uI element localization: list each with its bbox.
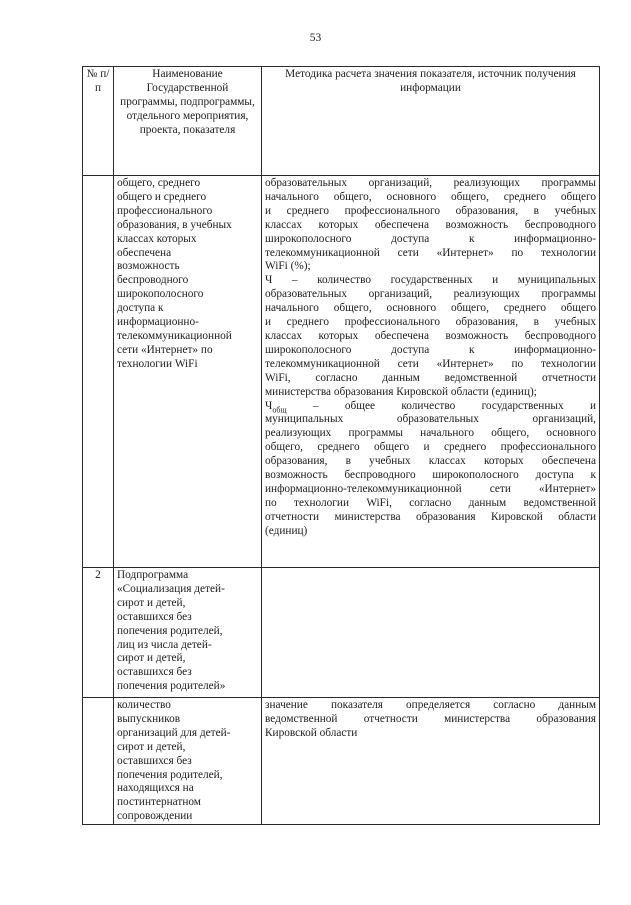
method-line: Кировской области xyxy=(265,726,358,739)
indicator-name-cell xyxy=(114,698,262,825)
method-line: и среднего профессионального образования, в учебных xyxy=(265,316,596,329)
name-line: сирот и детей, xyxy=(117,652,186,665)
name-line: выпускников xyxy=(117,712,181,725)
name-line: информационно- xyxy=(117,316,199,329)
name-line: беспроводного xyxy=(117,274,189,287)
name-line: сирот и детей, xyxy=(117,596,186,609)
table-header-row xyxy=(83,67,600,176)
name-line: сопровождении xyxy=(117,810,193,823)
name-line: попечения родителей, xyxy=(117,768,223,781)
name-line: попечения родителей, xyxy=(117,624,223,637)
method-line: WiFi, согласно данным ведомственной отчетности xyxy=(265,371,596,384)
method-line: классах которых обеспечена возможность беспроводного xyxy=(265,329,596,342)
indicator-name-cell xyxy=(114,176,262,568)
header-method-cell: Методика расчета значения показателя, источник получения информации xyxy=(262,67,600,176)
method-line: широкополосного доступа к информационно- xyxy=(265,232,596,245)
row-num-cell: 2 xyxy=(83,568,114,698)
indicator-table xyxy=(82,66,600,825)
name-line: количество xyxy=(117,699,171,711)
method-line: широкополосного доступа к информационно- xyxy=(265,343,596,356)
row-num-cell xyxy=(83,698,114,825)
formula-text: – общее количество государственных и xyxy=(286,399,596,412)
method-line: телекоммуникационной сети «Интернет» по технологии xyxy=(265,246,596,259)
name-line: «Социализация детей- xyxy=(117,582,225,595)
method-line: начального общего, основного общего, среднего общего xyxy=(265,190,596,203)
name-line: находящихся на xyxy=(117,782,194,795)
name-line: возможность xyxy=(117,260,180,273)
method-line-formula xyxy=(265,400,596,414)
name-line: профессионального xyxy=(117,204,213,217)
method-line: начального общего, основного общего, среднего общего xyxy=(265,302,596,315)
method-line: информационно-телекоммуникационной сети «Интернет» xyxy=(265,482,596,495)
symbol-subscript: общ xyxy=(272,404,287,414)
name-line: постинтернатном xyxy=(117,796,201,809)
name-line: образования, в учебных xyxy=(117,218,232,231)
method-line: реализующих программы начального общего, основного xyxy=(265,427,596,440)
table-row xyxy=(83,698,600,825)
page-number: 53 xyxy=(309,32,322,44)
name-line: лиц из числа детей- xyxy=(117,638,212,651)
name-line: Подпрограмма xyxy=(117,569,189,581)
row-num-cell xyxy=(83,176,114,568)
method-line: образовательных организаций, реализующих программы xyxy=(265,288,596,301)
name-line: общего и среднего xyxy=(117,190,207,203)
method-line: общего, среднего общего и среднего профессионального xyxy=(265,441,596,454)
name-line: организаций для детей- xyxy=(117,726,231,739)
name-line: оставшихся без xyxy=(117,610,192,623)
method-cell xyxy=(262,176,600,568)
name-line: телекоммуникационной xyxy=(117,329,232,342)
name-line: классах которых xyxy=(117,232,197,245)
name-line: широкополосного xyxy=(117,288,204,301)
name-line: обеспечена xyxy=(117,246,172,259)
subprogram-name-cell xyxy=(114,568,262,698)
name-line: сирот и детей, xyxy=(117,740,186,753)
method-line: отчетности министерства образования Кировской области xyxy=(265,510,596,523)
method-line: муниципальных образовательных организаций, xyxy=(265,413,596,426)
method-line: телекоммуникационной сети «Интернет» по технологии xyxy=(265,357,596,370)
name-line: сети «Интернет» по xyxy=(117,343,213,356)
method-line: образовательных организаций, реализующих программы xyxy=(265,177,596,189)
name-line: оставшихся без xyxy=(117,754,192,767)
name-line: оставшихся без xyxy=(117,666,192,679)
method-cell xyxy=(262,568,600,698)
method-line: возможность беспроводного широкополосного доступа к xyxy=(265,469,596,482)
method-line: образования, в учебных классах которых обеспечена xyxy=(265,455,596,468)
method-line: ведомственной отчетности министерства образования xyxy=(265,712,596,725)
table-row xyxy=(83,176,600,568)
method-line: и среднего профессионального образования, в учебных xyxy=(265,204,596,217)
method-line: (единиц) xyxy=(265,524,308,537)
header-num-cell: № п/п xyxy=(83,67,114,176)
name-line: доступа к xyxy=(117,302,164,315)
method-line: министерства образования Кировской области (единиц); xyxy=(265,385,537,398)
name-line: попечения родителей» xyxy=(117,680,226,693)
name-line: технологии WiFi xyxy=(117,357,198,370)
symbol-ch: Ч xyxy=(265,399,273,412)
name-line: общего, среднего xyxy=(117,177,201,189)
method-line: Ч – количество государственных и муниципальных xyxy=(265,274,596,287)
table-row xyxy=(83,568,600,698)
method-line: значение показателя определяется согласно данным xyxy=(265,699,596,711)
method-line: WiFi (%); xyxy=(265,260,311,273)
method-line: по технологии WiFi, согласно данным ведомственной xyxy=(265,496,596,509)
method-cell xyxy=(262,698,600,825)
header-name-cell: Наименование Государственной программы, подпрограммы, отдельного мероприятия, проекта, показателя xyxy=(114,67,262,176)
method-line: классах которых обеспечена возможность беспроводного xyxy=(265,218,596,231)
